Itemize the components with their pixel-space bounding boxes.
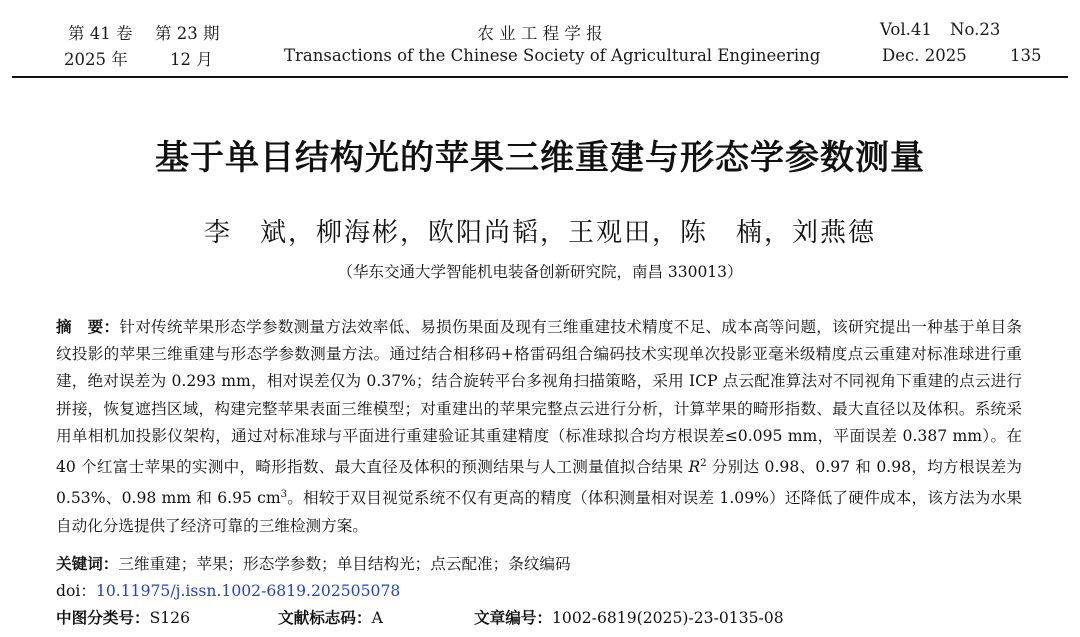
doi-line — [56, 579, 400, 601]
volume-en: Vol.41 — [880, 20, 932, 39]
r-squared-exponent: 2 — [700, 458, 707, 470]
clc-label: 中图分类号： — [56, 609, 150, 627]
doc-code-label: 文献标志码： — [278, 609, 372, 627]
abstract-label: 摘 要： — [56, 318, 120, 336]
abstract-text-3: 。相较于双目视觉系统不仅有更高的精度（体积测量相对误差 1.09%）还降低了硬件成本，该方法为水果自动化分选提供了经济可靠的三维检测方案。 — [56, 489, 1022, 535]
page-number: 135 — [1010, 46, 1042, 65]
doi-label: doi： — [56, 582, 96, 600]
volume-unit-exponent: 3 — [280, 489, 288, 501]
date-en: Dec. 2025 — [882, 46, 967, 65]
volume-cn: 第 41 卷 — [68, 24, 133, 43]
keywords-line — [56, 552, 571, 574]
r-squared-symbol: R — [688, 458, 701, 477]
abstract-text-1: 针对传统苹果形态学参数测量方法效率低、易损伤果面及现有三维重建技术精度不足、成本高等问题，该研究提出一种基于单目条纹投影的苹果三维重建与形态学参数测量方法。通过结合相移码+格雷码组合编码技术实现单次投影亚毫米级精度点云重建对标准球进行重建，绝对误差为 0.293 mm，相对误差仅为 0.37%；结合旋转平台多视角扫描策略，采用 ICP 点云配准算法对不同视角下重建的点云进行拼接，恢复遮挡区域，构建完整苹果表面三维模型；对重建出的苹果完整点云进行分析，计算苹果的畸形指数、最大直径以及体积。系统采用单相机加投影仪架构，通过对标准球与平面进行重建验证其重建精度（标准球拟合均方根误差≤0.095 mm，平面误差 0.387 mm）。在 40 个红富士苹果的实测中，畸形指数、最大直径及体积的预测结果与人工测量值拟合结果 — [56, 318, 1022, 477]
issue-cn: 第 23 期 — [155, 24, 220, 43]
clc-field — [56, 606, 190, 628]
header-rule — [12, 76, 1068, 78]
year-cn: 2025 年 — [64, 50, 128, 69]
doc-code-value: A — [371, 609, 383, 627]
journal-name-cn: 农 业 工 程 学 报 — [477, 24, 603, 43]
doc-code-field — [278, 606, 383, 628]
abstract-text-2: 分别达 0.98、0.97 和 0.98，均方根误差为 0.53%、0.98 mm 和 6.95 cm — [56, 458, 1022, 508]
keywords-label: 关键词： — [56, 555, 119, 573]
keywords-text: 三维重建；苹果；形态学参数；单目结构光；点云配准；条纹编码 — [118, 555, 571, 573]
affiliation: （华东交通大学智能机电装备创新研究院，南昌 330013） — [337, 263, 743, 281]
clc-value: S126 — [149, 609, 191, 627]
article-no-label: 文章编号： — [474, 609, 552, 627]
paper-title: 基于单目结构光的苹果三维重建与形态学参数测量 — [155, 138, 925, 178]
doi-link[interactable]: 10.11975/j.issn.1002-6819.202505078 — [95, 582, 401, 600]
abstract — [56, 314, 1022, 540]
author-list: 李 斌，柳海彬，欧阳尚韬，王观田，陈 楠，刘燕德 — [203, 218, 876, 248]
journal-name-en: Transactions of the Chinese Society of Agricultural Engineering — [284, 46, 821, 65]
month-cn: 12 月 — [170, 50, 213, 69]
article-no-field — [474, 606, 784, 628]
article-no-value: 1002-6819(2025)-23-0135-08 — [551, 609, 784, 627]
issue-en: No.23 — [950, 20, 1001, 39]
